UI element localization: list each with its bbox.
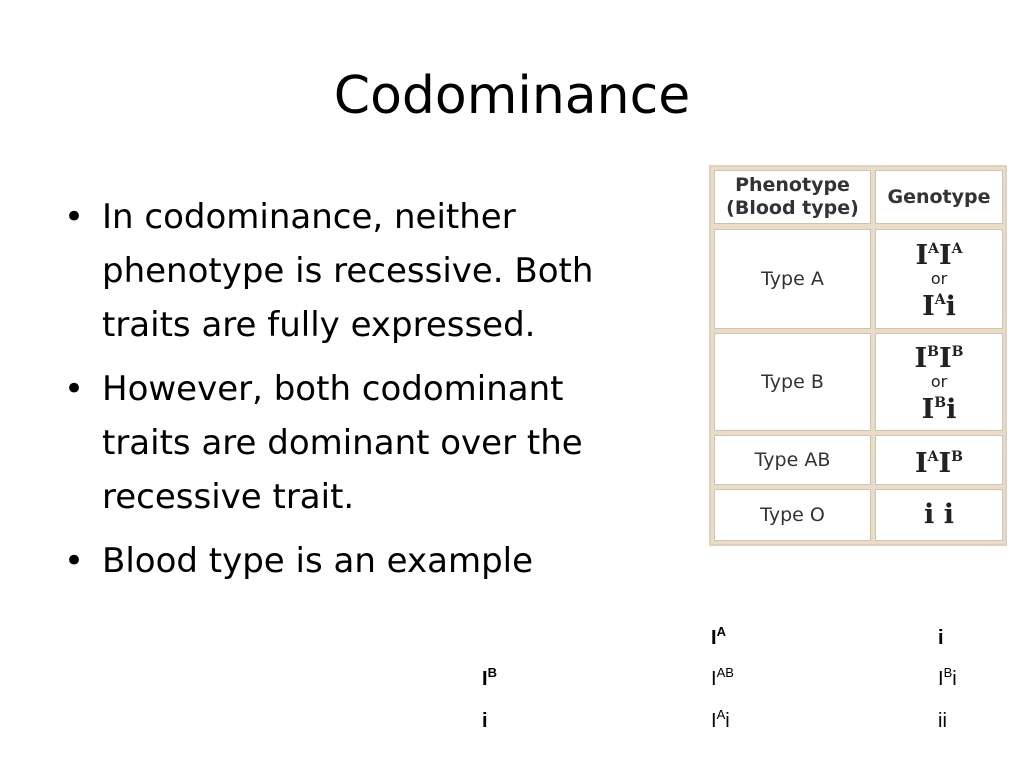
- genotype-cell: $I^AI^B$: [875, 435, 1003, 485]
- punnett-row-header: $I^B$: [482, 665, 497, 690]
- phenotype-cell: Type B: [714, 333, 871, 431]
- punnett-row-header: i: [482, 710, 488, 732]
- o-genotype: i i: [924, 499, 954, 530]
- phenotype-header: Phenotype (Blood type): [714, 170, 871, 224]
- phenotype-cell: Type A: [714, 229, 871, 329]
- phenotype-cell: Type AB: [714, 435, 871, 485]
- punnett-col-header: i: [938, 627, 944, 649]
- punnett-col-header: $I^A$: [711, 624, 726, 649]
- genotype-cell: $I^AI^A$ or $I^Ai$: [875, 229, 1003, 329]
- punnett-cell: $I^{AB}$: [711, 665, 734, 690]
- or-label: or: [930, 372, 948, 391]
- genotype-cell: [875, 489, 1003, 541]
- bullet-list: [62, 190, 662, 598]
- slide-title: Codominance: [333, 66, 691, 126]
- genotype-header: Genotype: [875, 170, 1003, 224]
- bullet-item: • In codominance, neither phenotype is recessive. Both traits are fully expressed.: [62, 190, 662, 352]
- genotype-cell: $I^BI^B$ or $I^Bi$: [875, 333, 1003, 431]
- phenotype-cell: Type O: [714, 489, 871, 541]
- bullet-item: • However, both codominant traits are dominant over the recessive trait.: [62, 362, 662, 524]
- bullet-item: • Blood type is an example: [62, 534, 662, 588]
- punnett-cell: ii: [938, 710, 947, 732]
- punnett-cell: $I^Ai$: [711, 707, 730, 732]
- blood-type-table: [709, 165, 1007, 546]
- or-label: or: [930, 269, 948, 288]
- punnett-cell: $I^Bi$: [938, 665, 957, 690]
